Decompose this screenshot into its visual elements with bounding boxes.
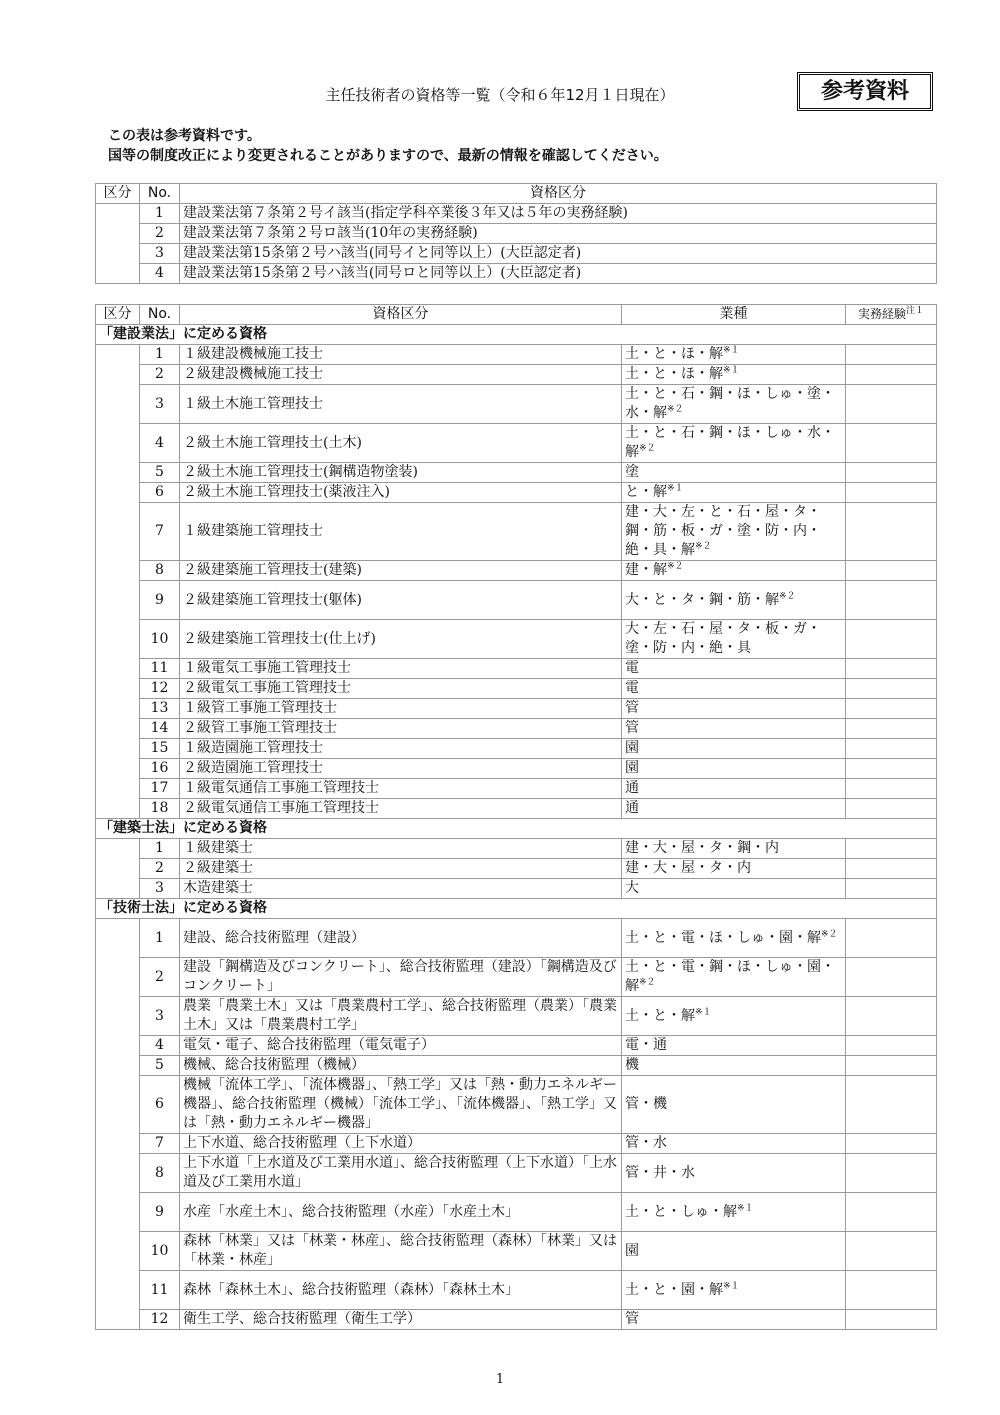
qualification-name: １級建築施工管理技士 [180,503,622,561]
row-no: 17 [140,779,180,799]
note-line: 国等の制度改正により変更されることがありますので、最新の情報を確認してください。 [108,148,668,164]
table-row [96,679,937,699]
gyoshu-text: 管 [625,1311,639,1327]
jitsumu-cell [846,385,937,424]
jitsumu-cell [846,839,937,859]
gyoshu-cell [622,839,846,859]
gyoshu-cell [622,483,846,503]
table-row [96,365,937,385]
gyoshu-note: ※２ [821,928,838,939]
gyoshu-text: 大 [625,880,639,896]
table-row [96,483,937,503]
gyoshu-cell [622,879,846,899]
jitsumu-cell [846,345,937,365]
gyoshu-cell [622,719,846,739]
table-row [96,839,937,859]
row-text: 建設業法第15条第２号ハ該当(同号イと同等以上）(大臣認定者) [180,244,937,264]
jitsumu-cell [846,859,937,879]
jitsumu-cell [846,1154,937,1193]
table-header-row [96,305,937,325]
gyoshu-note: ※１ [723,1280,740,1291]
qualification-name: 上下水道「上水道及び工業用水道」、総合技術監理（上下水道）「上水道及び工業用水道」 [180,1154,622,1193]
gyoshu-cell [622,345,846,365]
jitsumu-cell [846,799,937,819]
table-row [96,759,937,779]
gyoshu-text: 土・と・しゅ・解 [625,1203,737,1220]
gyoshu-text: 土・と・ほ・解 [625,366,723,382]
gyoshu-cell [622,581,846,620]
jitsumu-cell [846,424,937,463]
gyoshu-text: 土・と・石・鋼・ほ・しゅ・水・解 [625,425,835,460]
table-row [96,739,937,759]
notes [108,126,668,166]
qualification-name: １級土木施工管理技士 [180,385,622,424]
table-row [96,1056,937,1076]
table-row [96,224,937,244]
jitsumu-cell [846,620,937,659]
jitsumu-cell [846,1076,937,1134]
row-no: 2 [140,958,180,997]
table-row [96,879,937,899]
gyoshu-text: 塗 [625,464,639,480]
gyoshu-text: 園 [625,760,639,776]
row-no: 5 [140,463,180,483]
header-no: No. [140,184,180,204]
gyoshu-note: ※１ [723,345,740,356]
row-no: 2 [140,224,180,244]
section-header-row [96,819,937,839]
gyoshu-note: ※２ [667,561,684,572]
gyoshu-text: 機 [625,1057,639,1073]
qualification-name: 農業「農業土木」又は「農業農村工学」、総合技術監理（農業）「農業土木」又は「農業農村工学」 [180,997,622,1036]
gyoshu-cell [622,739,846,759]
gyoshu-cell [622,799,846,819]
row-no: 12 [140,1310,180,1330]
gyoshu-text: 管 [625,700,639,716]
qualification-basis-table [95,183,937,284]
gyoshu-text: 管 [625,720,639,736]
table-row [96,699,937,719]
table-row [96,244,937,264]
gyoshu-note: ※１ [723,365,740,376]
qualification-name: 建設、総合技術監理（建設） [180,919,622,958]
row-no: 4 [140,424,180,463]
row-no: 3 [140,879,180,899]
table-row [96,1076,937,1134]
qualification-list-table [95,304,937,1330]
gyoshu-cell [622,503,846,561]
jitsumu-cell [846,1310,937,1330]
gyoshu-cell [622,699,846,719]
section-title: 「技術士法」に定める資格 [96,899,937,919]
row-no: 2 [140,859,180,879]
table-row [96,345,937,365]
qualification-name: １級建築士 [180,839,622,859]
gyoshu-text: 管・井・水 [625,1164,695,1181]
gyoshu-cell [622,919,846,958]
jitsumu-cell [846,483,937,503]
section-header-row [96,899,937,919]
gyoshu-cell [622,997,846,1036]
gyoshu-note: ※２ [667,404,684,415]
row-no: 10 [140,620,180,659]
qualification-name: ２級建築施工管理技士(建築) [180,561,622,581]
gyoshu-cell [622,463,846,483]
kubun-cell [96,839,140,899]
gyoshu-text: 土・と・石・鋼・ほ・しゅ・塗・水・解 [625,386,835,421]
gyoshu-text: 土・と・園・解 [625,1281,723,1298]
row-no: 3 [140,244,180,264]
row-no: 4 [140,264,180,284]
page-title: 主任技術者の資格等一覧（令和６年12月１日現在） [325,86,675,104]
row-no: 1 [140,839,180,859]
jitsumu-cell [846,779,937,799]
gyoshu-text: 建・大・屋・タ・内 [625,860,751,876]
qualification-name: 森林「林業」又は「林業・林産」、総合技術監理（森林）「林業」又は「林業・林産」 [180,1232,622,1271]
gyoshu-cell [622,385,846,424]
table-header-row [96,184,937,204]
table-row [96,581,937,620]
gyoshu-cell [622,424,846,463]
gyoshu-text: 園 [625,740,639,756]
jitsumu-cell [846,1232,937,1271]
jitsumu-cell [846,919,937,958]
gyoshu-cell [622,1154,846,1193]
table-row [96,719,937,739]
table-row [96,997,937,1036]
row-no: 11 [140,659,180,679]
table-row [96,424,937,463]
qualification-name: １級電気工事施工管理技士 [180,659,622,679]
jitsumu-cell [846,719,937,739]
table-row [96,919,937,958]
table-row [96,1193,937,1232]
qualification-name: １級管工事施工管理技士 [180,699,622,719]
gyoshu-text: 通 [625,780,639,796]
gyoshu-text: 園 [625,1242,639,1259]
gyoshu-note: ※２ [639,443,656,454]
table-row [96,1271,937,1310]
gyoshu-text: と・解 [625,484,667,500]
section-title: 「建設業法」に定める資格 [96,325,937,345]
qualification-name: １級建設機械施工技士 [180,345,622,365]
qualification-name: １級電気通信工事施工管理技士 [180,779,622,799]
row-no: 2 [140,365,180,385]
jitsumu-cell [846,1271,937,1310]
jitsumu-cell [846,1193,937,1232]
gyoshu-cell [622,759,846,779]
qualification-name: ２級土木施工管理技士(鋼構造物塗装) [180,463,622,483]
gyoshu-cell [622,1271,846,1310]
qualification-name: 電気・電子、総合技術監理（電気電子） [180,1036,622,1056]
row-no: 7 [140,1134,180,1154]
page-number: 1 [495,1372,505,1387]
jitsumu-cell [846,1056,937,1076]
qualification-name: ２級土木施工管理技士(土木) [180,424,622,463]
row-no: 1 [140,345,180,365]
table-row [96,958,937,997]
jitsumu-cell [846,503,937,561]
qualification-name: 衛生工学、総合技術監理（衛生工学） [180,1310,622,1330]
section-header-row [96,325,937,345]
header-kubun: 区分 [96,305,140,325]
row-text: 建設業法第７条第２号ロ該当(10年の実務経験) [180,224,937,244]
jitsumu-cell [846,699,937,719]
row-no: 10 [140,1232,180,1271]
gyoshu-text: 大・左・石・屋・タ・板・ガ・塗・防・内・絶・具 [625,621,821,656]
table-row [96,385,937,424]
gyoshu-text: 電 [625,680,639,696]
jitsumu-cell [846,365,937,385]
row-no: 7 [140,503,180,561]
gyoshu-cell [622,659,846,679]
table-row [96,1232,937,1271]
qualification-name: ２級造園施工管理技士 [180,759,622,779]
gyoshu-cell [622,620,846,659]
gyoshu-text: 管・機 [625,1096,667,1112]
row-no: 16 [140,759,180,779]
qualification-name: 機械「流体工学」、「流体機器」、「熱工学」又は「熱・動力エネルギー機器」、総合技術監理（機械）「流体工学」、「流体機器」、「熱工学」又は「熱・動力エネルギー機器」 [180,1076,622,1134]
row-text: 建設業法第15条第２号ハ該当(同号ロと同等以上）(大臣認定者) [180,264,937,284]
jitsumu-cell [846,759,937,779]
table-row [96,1134,937,1154]
row-no: 1 [140,204,180,224]
qualification-name: ２級電気通信工事施工管理技士 [180,799,622,819]
qualification-name: ２級建築施工管理技士(躯体) [180,581,622,620]
gyoshu-text: 管・水 [625,1135,667,1151]
jitsumu-cell [846,879,937,899]
gyoshu-note: ※２ [695,541,712,552]
jitsumu-cell [846,561,937,581]
row-no: 9 [140,1193,180,1232]
row-no: 8 [140,1154,180,1193]
gyoshu-text: 土・と・電・鋼・ほ・しゅ・園・解 [625,959,835,994]
qualification-name: 機械、総合技術監理（機械） [180,1056,622,1076]
qualification-name: ２級土木施工管理技士(薬液注入) [180,483,622,503]
gyoshu-text: 建・大・左・と・石・屋・タ・鋼・筋・板・ガ・塗・防・内・絶・具・解 [625,504,821,558]
row-no: 4 [140,1036,180,1056]
jitsumu-cell [846,958,937,997]
row-no: 8 [140,561,180,581]
gyoshu-note: ※１ [667,483,684,494]
gyoshu-cell [622,779,846,799]
qualification-name: 建設「鋼構造及びコンクリート」、総合技術監理（建設）「鋼構造及びコンクリート」 [180,958,622,997]
row-no: 15 [140,739,180,759]
gyoshu-cell [622,1310,846,1330]
gyoshu-cell [622,1076,846,1134]
header-shikaku: 資格区分 [180,184,937,204]
jitsumu-cell [846,739,937,759]
row-no: 6 [140,1076,180,1134]
jitsumu-cell [846,463,937,483]
table-row [96,799,937,819]
gyoshu-text: 建・解 [625,562,667,578]
gyoshu-cell [622,1134,846,1154]
jitsumu-cell [846,997,937,1036]
table-row [96,1310,937,1330]
qualification-name: ２級管工事施工管理技士 [180,719,622,739]
gyoshu-note: ※１ [695,1006,712,1017]
table-row [96,463,937,483]
table-row [96,659,937,679]
gyoshu-note: ※１ [737,1202,754,1213]
row-no: 5 [140,1056,180,1076]
qualification-name: 上下水道、総合技術監理（上下水道） [180,1134,622,1154]
gyoshu-cell [622,1036,846,1056]
jitsumu-cell [846,1134,937,1154]
table-row [96,503,937,561]
jitsumu-cell [846,679,937,699]
table-row [96,859,937,879]
gyoshu-text: 建・大・屋・タ・鋼・内 [625,840,779,856]
section-title: 「建築士法」に定める資格 [96,819,937,839]
qualification-name: ２級電気工事施工管理技士 [180,679,622,699]
jitsumu-cell [846,581,937,620]
qualification-name: 水産「水産土木」、総合技術監理（水産）「水産土木」 [180,1193,622,1232]
row-no: 14 [140,719,180,739]
qualification-name: ２級建設機械施工技士 [180,365,622,385]
gyoshu-text: 通 [625,800,639,816]
gyoshu-note: ※２ [639,977,656,988]
table-row [96,1036,937,1056]
table-row [96,779,937,799]
row-no: 11 [140,1271,180,1310]
gyoshu-cell [622,679,846,699]
gyoshu-cell [622,365,846,385]
gyoshu-text: 土・と・解 [625,1007,695,1024]
qualification-name: 木造建築士 [180,879,622,899]
gyoshu-cell [622,1193,846,1232]
gyoshu-cell [622,1056,846,1076]
qualification-name: １級造園施工管理技士 [180,739,622,759]
note-line: この表は参考資料です。 [108,128,261,144]
header-gyoshu: 業種 [622,305,846,325]
gyoshu-text: 大・と・タ・鋼・筋・解 [625,591,779,608]
gyoshu-text: 電 [625,660,639,676]
row-no: 1 [140,919,180,958]
header-kubun: 区分 [96,184,140,204]
row-no: 6 [140,483,180,503]
header-no: No. [140,305,180,325]
kubun-cell [96,345,140,819]
gyoshu-note: ※２ [779,590,796,601]
row-no: 18 [140,799,180,819]
header-shikaku: 資格区分 [180,305,622,325]
qualification-name: ２級建築士 [180,859,622,879]
row-no: 3 [140,385,180,424]
table-row [96,204,937,224]
gyoshu-text: 電・通 [625,1037,667,1053]
table-row [96,264,937,284]
row-no: 3 [140,997,180,1036]
row-no: 9 [140,581,180,620]
gyoshu-cell [622,1232,846,1271]
row-text: 建設業法第７条第２号イ該当(指定学科卒業後３年又は５年の実務経験) [180,204,937,224]
qualification-name: 森林「森林土木」、総合技術監理（森林）「森林土木」 [180,1271,622,1310]
gyoshu-cell [622,859,846,879]
qualification-name: ２級建築施工管理技士(仕上げ) [180,620,622,659]
jitsumu-cell [846,1036,937,1056]
row-no: 12 [140,679,180,699]
table-row [96,561,937,581]
jitsumu-cell [846,659,937,679]
gyoshu-text: 土・と・電・ほ・しゅ・園・解 [625,929,821,946]
table-row [96,1154,937,1193]
reference-label: 参考資料 [797,72,933,111]
row-no: 13 [140,699,180,719]
gyoshu-cell [622,561,846,581]
header-jitsumu: 実務経験$^{注1}$ [846,305,937,325]
gyoshu-text: 土・と・ほ・解 [625,346,723,362]
kubun-cell [96,919,140,1330]
gyoshu-cell [622,958,846,997]
table-row [96,620,937,659]
